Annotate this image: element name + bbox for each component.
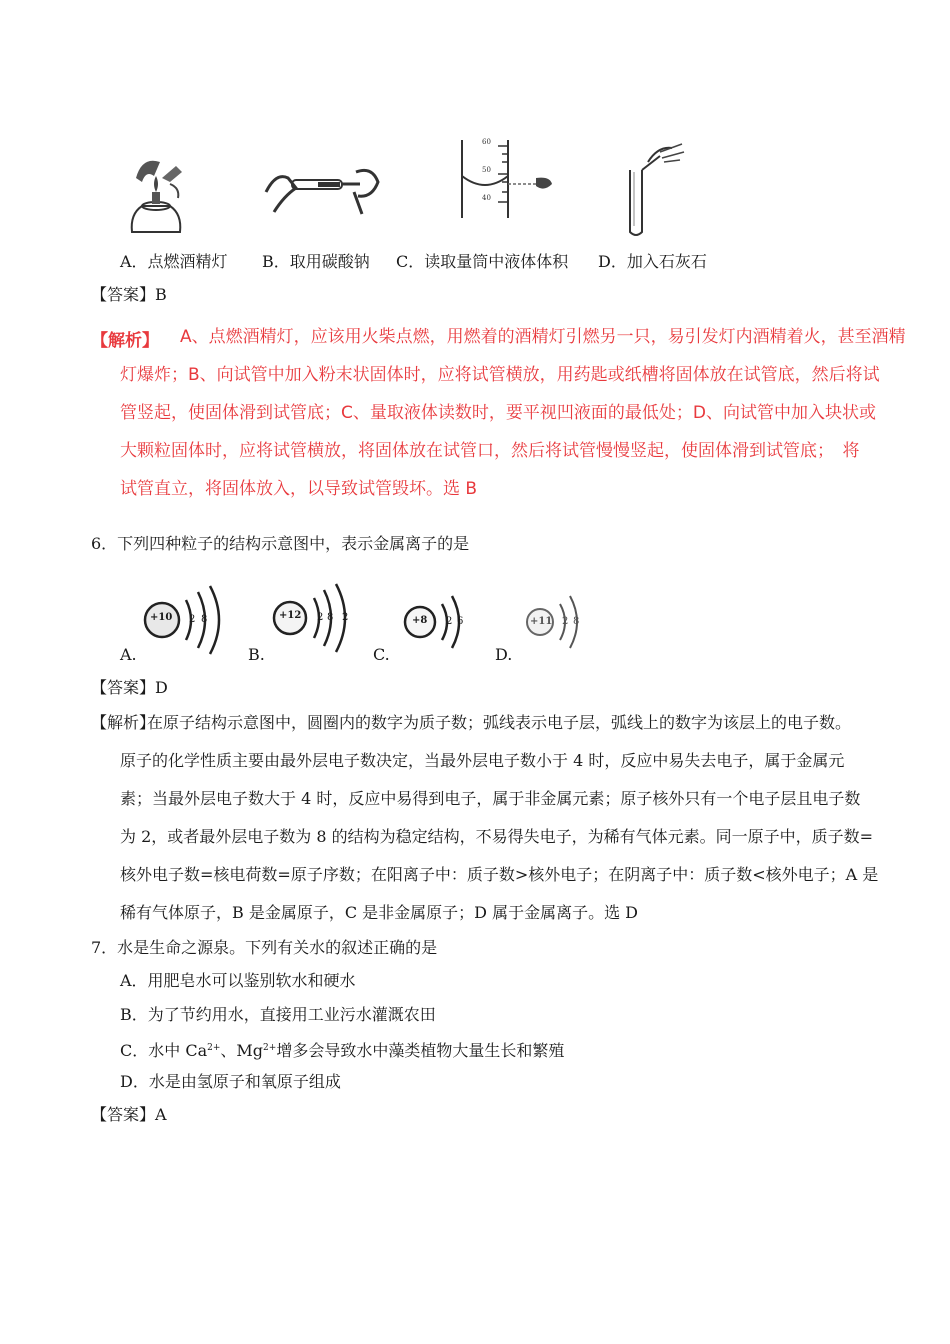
q7-option-c-mid: 、Mg [220, 1041, 264, 1060]
shell-electron-count: 2 [317, 612, 324, 623]
q6-analysis-line: 稀有气体原子，B 是金属原子，C 是非金属原子；D 属于金属离子。选 D [120, 903, 639, 922]
q7-option-a: A．用肥皂水可以鉴别软水和硬水 [120, 971, 356, 990]
figure-take-sodium-carbonate [262, 152, 382, 222]
q5-option-d: D．加入石灰石 [598, 252, 707, 271]
nucleus-label: +10 [150, 612, 173, 623]
q6-question: 6．下列四种粒子的结构示意图中，表示金属离子的是 [91, 534, 470, 553]
q5-analysis-line: 灯爆炸；B、向试管中加入粉末状固体时，应将试管横放，用药匙或纸槽将固体放在试管底，然后将试 [120, 365, 880, 385]
q6-option-b: B. [248, 645, 265, 664]
q5-analysis-label: 【解析】 [91, 331, 159, 351]
shell-electron-count: 8 [201, 614, 208, 625]
q7-option-c-sup1: 2+ [207, 1043, 221, 1053]
q5-option-b: B．取用碳酸钠 [262, 252, 370, 271]
q7-option-c-pre: C．水中 Ca [120, 1041, 208, 1060]
shell-electron-count: 2 [446, 616, 453, 627]
q7-option-c-post: 增多会导致水中藻类植物大量生长和繁殖 [276, 1041, 565, 1060]
nucleus-label: +8 [412, 615, 428, 626]
figure-alcohol-lamp [126, 148, 186, 238]
q5-analysis-line: 试管直立，将固体放入，以导致试管毁坏。选 B [120, 479, 478, 499]
cylinder-tick-label: 60 [482, 138, 491, 146]
shell-electron-count: 6 [457, 616, 464, 627]
cylinder-tick-label: 50 [482, 166, 491, 174]
figure-add-limestone [620, 140, 690, 240]
shell-electron-count: 2 [342, 612, 349, 623]
q5-analysis-line: A、点燃酒精灯，应该用火柴点燃，用燃着的酒精灯引燃另一只，易引发灯内酒精着火，甚至酒精 [180, 327, 906, 347]
q7-option-c [120, 1038, 564, 1061]
q6-option-a: A. [120, 645, 137, 664]
q5-analysis-line: 大颗粒固体时，应将试管横放，将固体放在试管口，然后将试管慢慢竖起，使固体滑到试管底； 将 [120, 441, 860, 461]
q5-analysis [91, 326, 159, 351]
q6-option-d: D. [495, 645, 513, 664]
shell-electron-count: 8 [327, 612, 334, 623]
q6-analysis-first: 在原子结构示意图中，圆圈内的数字为质子数；弧线表示电子层，弧线上的数字为该层上的电子数。 [147, 713, 852, 732]
q6-analysis-line: 核外电子数=核电荷数=原子序数；在阳离子中：质子数>核外电子；在阴离子中：质子数<核外电子；A 是 [120, 865, 879, 884]
q5-analysis-line: 管竖起，使固体滑到试管底；C、量取液体读数时，要平视凹液面的最低处；D、向试管中加入块状或 [120, 403, 876, 423]
shell-electron-count: 8 [573, 616, 580, 627]
q7-question: 7．水是生命之源泉。下列有关水的叙述正确的是 [91, 938, 438, 957]
figure-read-cylinder [456, 136, 556, 220]
q7-option-d: D．水是由氢原子和氧原子组成 [120, 1072, 341, 1091]
q6-analysis-line: 原子的化学性质主要由最外层电子数决定，当最外层电子数小于 4 时，反应中易失去电子，属于金属元 [120, 751, 845, 770]
q5-option-a: A．点燃酒精灯 [120, 252, 228, 271]
shell-electron-count: 2 [189, 614, 196, 625]
q7-answer: 【答案】A [91, 1105, 167, 1124]
q6-analysis-label: 【解析】 [91, 713, 156, 732]
nucleus-label: +11 [530, 616, 553, 627]
nucleus-label: +12 [279, 610, 302, 621]
q7-option-c-sup2: 2+ [263, 1043, 277, 1053]
q7-option-b: B．为了节约用水，直接用工业污水灌溉农田 [120, 1005, 436, 1024]
shell-electron-count: 2 [562, 616, 569, 627]
q6-answer: 【答案】D [91, 678, 168, 697]
q6-option-c: C. [373, 645, 390, 664]
q5-answer: 【答案】B [91, 285, 167, 304]
q6-analysis-line: 为 2，或者最外层电子数为 8 的结构为稳定结构，不易得失电子，为稀有气体元素。同一原子中，质子数= [120, 827, 874, 846]
q6-analysis-line: 素；当最外层电子数大于 4 时，反应中易得到电子，属于非金属元素；原子核外只有一个电子层且电子数 [120, 789, 861, 808]
cylinder-tick-label: 40 [482, 194, 491, 202]
q5-option-c: C．读取量筒中液体体积 [396, 252, 569, 271]
